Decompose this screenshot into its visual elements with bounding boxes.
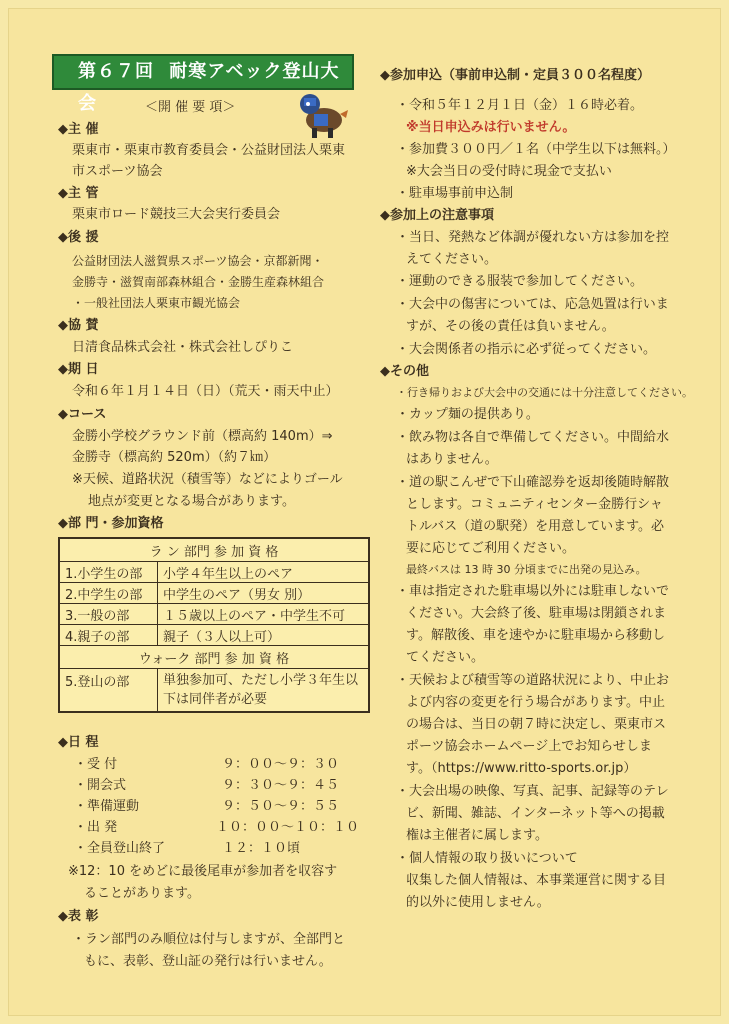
hyosho-heading: ◆表 彰 [58,909,99,924]
category-table [58,537,370,713]
sonota-19: ・大会出場の映像、写真、記事、記録等のテレ [396,784,669,799]
title-main: 耐寒アベック登山大会 [78,61,340,114]
course-heading: ◆コース [58,407,107,422]
moshikomi-4: ※大会当日の受付時に現金で支払い [406,164,612,179]
schedule-time: １０：００～１０：１０ [216,820,360,835]
koen-text-2: 金勝寺・滋賀南部森林組合・金勝生産森林組合 [72,275,325,289]
shusai-heading: ◆主 催 [58,122,99,137]
req-cell-line-1: 単独参加可、ただし小学３年生以 [163,673,359,688]
hyosho-text-1: ・ラン部門のみ順位は付与しますが、全部門と [72,932,346,947]
req-cell: 小学４年生以上のペア [163,566,294,582]
sonota-15: よび内容の変更を行う場合があります。中止 [406,695,665,710]
kijitsu-text: 令和６年１月１４日（日）（荒天・雨天中止） [72,384,339,399]
schedule-time: ９：００～９：３０ [222,757,340,772]
schedule-label: ・全員登山終了 [74,841,166,856]
shusai-text-2: 市スポーツ協会 [72,164,163,179]
schedule-label: ・準備運動 [74,799,140,814]
moshikomi-5: ・駐車場事前申込制 [396,186,514,201]
schedule-label: ・受 付 [74,757,118,772]
dept-cell: 1.小学生の部 [60,562,158,582]
course-text-4: 地点が変更となる場合があります。 [88,494,295,509]
sonota-18: す。（https://www.ritto-sports.or.jp） [406,761,637,776]
schedule-time: ９：３０～９：４５ [222,778,340,793]
sonota-20: ビ、新聞、雑誌、インターネット等への掲載 [406,806,665,821]
sonota-3: ・飲み物は各自で準備してください。中間給水 [396,430,670,445]
chui-1: ・当日、発熱など体調が優れない方は参加を控 [396,230,670,245]
sonota-21: 権は主催者に属します。 [406,828,548,843]
sonota-13: てください。 [406,650,485,665]
horse-mascot-icon [292,84,350,142]
sonota-4: はありません。 [406,452,498,467]
req-cell-line-2: 下は同伴者が必要 [163,692,268,707]
nittei-note-2: ることがあります。 [84,886,200,901]
chui-3: ・運動のできる服装で参加してください。 [396,274,644,289]
sonota-8: 要に応じてご利用ください。 [406,541,576,556]
walk-header-row [60,645,368,668]
table-row [60,624,368,645]
shusai-text-1: 栗東市・栗東市教育委員会・公益財団法人栗東 [72,143,346,158]
schedule-label: ・出 発 [74,820,118,835]
bumon-heading: ◆部 門・参加資格 [58,516,164,531]
chui-heading: ◆参加上の注意事項 [380,208,494,223]
sonota-7: トルバス（道の駅発）を用意しています。必 [406,519,665,534]
sonota-22: ・個人情報の取り扱いについて [396,851,578,866]
moshikomi-2: ※当日申込みは行いません。 [406,120,576,135]
req-cell: 親子（３人以上可） [163,629,281,645]
table-row [60,668,368,711]
shukan-heading: ◆主 管 [58,186,99,201]
chui-2: えてください。 [406,252,498,267]
run-header: ラ ン 部門 参 加 資 格 [149,544,279,560]
sonota-2: ・カップ麺の提供あり。 [396,407,539,422]
nittei-note-1: ※12：10 をめどに最後尾車が参加者を収容す [68,864,338,879]
sonota-10: ・車は指定された駐車場以外には駐車しないで [396,584,670,599]
chui-6: ・大会関係者の指示に必ず従ってください。 [396,342,657,357]
moshikomi-3: ・参加費３００円／１名（中学生以下は無料。） [396,142,676,157]
run-header-row [60,539,368,561]
req-cell: 中学生のペア（男女 別） [163,587,311,603]
chui-4: ・大会中の傷害については、応急処置は行いま [396,297,669,312]
table-row [60,561,368,582]
shukan-text: 栗東市ロード競技三大会実行委員会 [72,207,281,222]
course-text-1: 金勝小学校グラウンド前（標高約 140m）⇒ [72,429,333,444]
sonota-24: 的以外に使用しません。 [406,895,550,910]
table-row [60,582,368,603]
dept-cell: 4.親子の部 [60,625,158,645]
dept-cell: 5.登山の部 [60,669,158,711]
kijitsu-heading: ◆期 日 [58,362,99,377]
nittei-heading: ◆日 程 [58,735,99,750]
sonota-11: ください。大会終了後、駐車場は閉鎖されま [406,606,667,621]
koen-text-1: 公益財団法人滋賀県スポーツ協会・京都新聞・ [72,254,324,268]
walk-header: ウォーク 部門 参 加 資 格 [138,651,290,667]
req-cell: １５歳以上のペア・中学生不可 [163,608,346,624]
kyosan-heading: ◆協 賛 [58,318,99,333]
sonota-23: 収集した個人情報は、本事業運営に関する目 [406,873,667,888]
chui-5: すが、その後の責任は負いません。 [406,319,615,334]
koen-text-3: ・一般社団法人栗東市観光協会 [72,296,241,310]
dept-cell: 2.中学生の部 [60,583,158,603]
subtitle: ＜開 催 要 項＞ [145,100,236,115]
sonota-16: の場合は、当日の朝７時に決定し、栗東市ス [406,717,667,732]
sonota-17: ポーツ協会ホームページ上でお知らせしま [406,739,652,754]
koen-heading: ◆後 援 [58,230,99,245]
sonota-heading: ◆その他 [380,364,429,379]
title-prefix: 第６７回 [78,61,154,82]
schedule-time: ９：５０～９：５５ [222,799,340,814]
sonota-5: ・道の駅こんぜで下山確認券を返却後随時解散 [396,475,670,490]
schedule-time: １２：１０頃 [222,841,301,856]
moshikomi-heading: ◆参加申込（事前申込制・定員３００名程度） [380,68,650,83]
table-row [60,603,368,624]
moshikomi-1: ・令和５年１２月１日（金）１６時必着。 [396,98,644,113]
sonota-1: ・行き帰りおよび大会中の交通には十分注意してください。 [396,386,693,399]
hyosho-text-2: もに、表彰、登山証の発行は行いません。 [84,954,332,969]
course-text-3: ※天候、道路状況（積雪等）などによりゴール [72,472,343,487]
kyosan-text: 日清食品株式会社・株式会社しぴりこ [72,340,294,355]
sonota-9: 最終バスは 13 時 30 分頃までに出発の見込み。 [406,563,647,576]
sonota-6: とします。コミュニティセンター金勝行シャ [406,497,663,512]
sonota-14: ・天候および積雪等の道路状況により、中止お [396,673,670,688]
sonota-12: す。解散後、車を速やかに駐車場から移動し [406,628,665,643]
dept-cell: 3.一般の部 [60,604,158,624]
schedule-label: ・開会式 [74,778,127,793]
course-text-2: 金勝寺（標高約 520m）（約７㎞） [72,450,277,465]
